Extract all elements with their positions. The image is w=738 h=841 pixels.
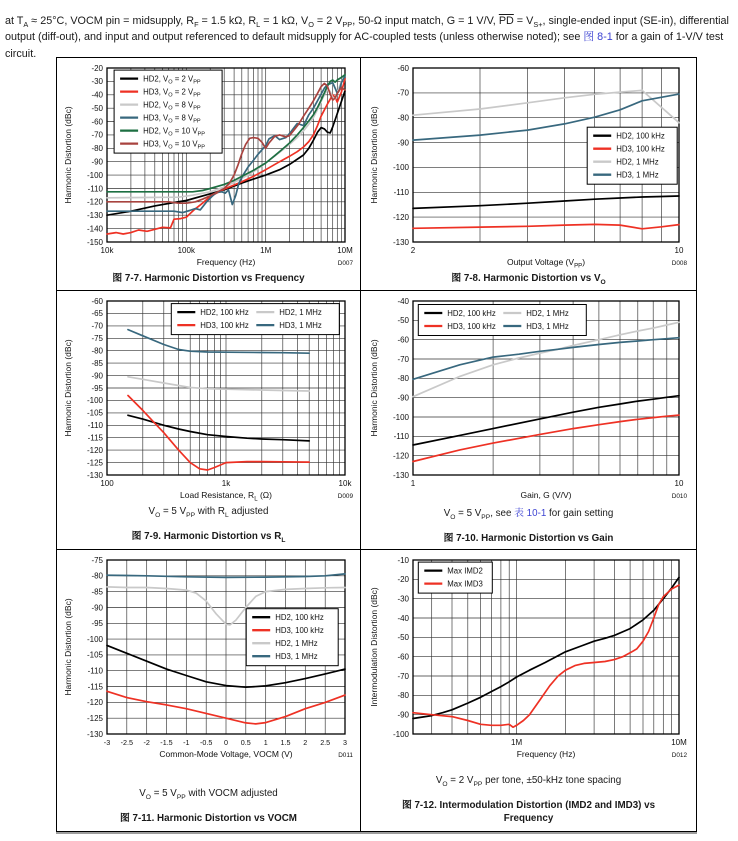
legend-label: HD3, 100 kHz xyxy=(446,321,496,331)
y-axis-title: Harmonic Distortion (dBc) xyxy=(62,598,73,696)
svg-text:-80: -80 xyxy=(90,144,103,154)
x-axis-ticks xyxy=(511,738,687,747)
legend-label: HD2, 100 kHz xyxy=(199,307,249,317)
svg-text:-130: -130 xyxy=(392,470,409,480)
legend-label: HD3, 1 MHz xyxy=(615,170,659,180)
figure-7-10-cell xyxy=(361,291,696,550)
y-axis-title: Harmonic Distortion (dBc) xyxy=(368,106,379,204)
series-red xyxy=(413,585,679,727)
svg-text:-90: -90 xyxy=(90,157,103,167)
svg-text:1M: 1M xyxy=(259,246,271,255)
svg-text:1k: 1k xyxy=(221,479,230,488)
svg-text:-30: -30 xyxy=(90,77,103,87)
svg-text:-110: -110 xyxy=(393,188,409,198)
svg-text:-110: -110 xyxy=(393,432,409,442)
svg-text:-110: -110 xyxy=(87,184,103,194)
svg-text:-90: -90 xyxy=(396,138,409,148)
y-axis-ticks xyxy=(392,297,409,480)
svg-text:-50: -50 xyxy=(90,104,103,113)
legend-label: HD2, $V_O = 2$ $V_{PP}$ xyxy=(142,74,201,86)
svg-text:-125: -125 xyxy=(86,714,103,723)
x-axis-ticks xyxy=(103,738,346,747)
svg-text:-115: -115 xyxy=(87,682,103,692)
svg-text:-100: -100 xyxy=(392,729,409,739)
legend-label: HD2, 1 MHz xyxy=(278,307,322,317)
svg-text:10M: 10M xyxy=(336,246,353,255)
svg-text:-70: -70 xyxy=(90,130,103,140)
svg-text:-80: -80 xyxy=(90,346,103,356)
svg-text:100k: 100k xyxy=(177,246,195,255)
x-axis-title: Frequency (Hz) xyxy=(516,749,575,759)
svg-text:-75: -75 xyxy=(90,334,103,344)
svg-text:-20: -20 xyxy=(396,575,409,585)
series-black xyxy=(128,415,309,441)
series-steel xyxy=(413,338,679,380)
svg-text:-120: -120 xyxy=(392,212,409,222)
series-black xyxy=(413,196,679,208)
svg-text:100: 100 xyxy=(99,479,114,488)
svg-text:-105: -105 xyxy=(86,408,103,418)
y-axis-title: Harmonic Distortion (dBc) xyxy=(62,106,73,204)
figure-caption: 图 7-10. Harmonic Distortion vs Gain xyxy=(443,533,614,544)
chart-harmonic-distortion-vs-gain xyxy=(367,293,691,505)
svg-text:-70: -70 xyxy=(396,354,409,364)
figure-caption: 图 7-12. Intermodulation Distortion (IMD2 and IMD3) vs Frequency xyxy=(401,799,656,824)
svg-text:-80: -80 xyxy=(90,571,103,581)
svg-text:0.5: 0.5 xyxy=(240,738,251,747)
svg-text:-120: -120 xyxy=(86,698,103,708)
legend xyxy=(587,127,677,184)
svg-text:-60: -60 xyxy=(90,117,103,127)
figure-caption-block xyxy=(57,788,360,827)
figure-caption: 图 7-11. Harmonic Distortion vs VOCM xyxy=(120,812,297,824)
y-axis-title: Harmonic Distortion (dBc) xyxy=(62,339,73,437)
svg-text:-150: -150 xyxy=(86,237,103,247)
svg-text:-2: -2 xyxy=(142,738,150,747)
svg-text:-40: -40 xyxy=(396,613,409,623)
svg-text:-95: -95 xyxy=(90,383,103,393)
figure-7-9-cell xyxy=(57,291,361,550)
legend-label: HD3, 1 MHz xyxy=(274,652,318,661)
svg-text:-110: -110 xyxy=(87,421,103,431)
svg-text:-65: -65 xyxy=(90,309,103,319)
figure-caption-block xyxy=(57,272,360,287)
svg-text:10M: 10M xyxy=(670,738,687,747)
legend-label: HD3, 100 kHz xyxy=(199,320,249,330)
figure-7-7-cell xyxy=(57,58,361,291)
figure-condition: $V_O = 5$ $V_{PP}$, see 表 10-1 for gain setting xyxy=(443,508,614,521)
svg-text:-60: -60 xyxy=(396,652,409,662)
x-axis-title: Common-Mode Voltage, VOCM (V) xyxy=(158,749,293,759)
legend xyxy=(418,562,492,593)
y-axis-ticks xyxy=(392,64,409,247)
figure-7-12-cell xyxy=(361,550,696,831)
series-red xyxy=(413,415,679,461)
svg-text:10: 10 xyxy=(674,246,683,255)
svg-text:-30: -30 xyxy=(396,594,409,604)
svg-text:1: 1 xyxy=(263,738,268,747)
figure-condition: $V_O = 2$ $V_{PP}$ per tone, ±50-kHz tone spacing xyxy=(435,774,622,788)
series-lines xyxy=(413,577,679,727)
series-red xyxy=(413,224,679,228)
svg-text:-130: -130 xyxy=(86,470,103,480)
chart-harmonic-distortion-vs-vocm xyxy=(61,552,357,764)
svg-text:-1.5: -1.5 xyxy=(159,738,173,747)
svg-text:-80: -80 xyxy=(396,374,409,384)
legend-label: HD3, 100 kHz xyxy=(274,626,324,635)
svg-text:10: 10 xyxy=(674,479,683,488)
svg-text:-60: -60 xyxy=(90,296,103,306)
svg-text:-95: -95 xyxy=(90,619,103,629)
svg-text:-60: -60 xyxy=(396,335,409,345)
svg-text:-50: -50 xyxy=(396,316,409,326)
svg-text:-125: -125 xyxy=(86,458,103,468)
figure-7-8-cell xyxy=(361,58,696,291)
figure-caption: 图 7-7. Harmonic Distortion vs Frequency xyxy=(112,273,305,284)
legend-label: HD3, 1 MHz xyxy=(278,320,322,330)
legend-label: HD2, 100 kHz xyxy=(615,131,665,141)
chart-harmonic-distortion-vs-frequency xyxy=(61,60,357,272)
svg-text:-70: -70 xyxy=(90,321,103,331)
plot-watermark: D009 xyxy=(337,493,353,500)
svg-text:-100: -100 xyxy=(86,634,103,644)
figures-grid xyxy=(56,57,697,832)
svg-text:-140: -140 xyxy=(86,224,103,234)
plot-watermark: D012 xyxy=(671,752,687,759)
svg-text:-120: -120 xyxy=(86,445,103,455)
svg-text:-85: -85 xyxy=(90,587,103,597)
figure-caption-block xyxy=(361,505,696,547)
figure-condition: $V_O = 5$ $V_{PP}$ with VOCM adjusted xyxy=(139,787,278,801)
legend-label: HD2, 1 MHz xyxy=(615,157,659,167)
y-axis-title: Intermodulation Distortion (dBc) xyxy=(368,587,379,707)
figure-caption: 图 7-9. Harmonic Distortion vs $R_L$ xyxy=(131,530,286,544)
series-lines xyxy=(413,322,679,461)
legend-label: Max IMD2 xyxy=(446,566,483,576)
svg-text:-130: -130 xyxy=(392,237,409,247)
svg-text:3: 3 xyxy=(342,738,347,747)
chart-harmonic-distortion-vs-vo xyxy=(367,60,691,272)
legend-label: HD3, 1 MHz xyxy=(525,321,569,331)
conditions-text: at $T_A \approx 25^\circ C$, VOCM pin = midsupply, $R_F = 1.5$ kΩ, $R_L = 1$ kΩ, $V_O = 2$ $V_{PP}$, 50-Ω input match, G = 1 V/V, $\overline{PD} = V_{S+}$, single-ended input (SE-in), differential output (diff-out), and input and output referenced to default midsupply for AC-coupled tests (unless otherwise noted); see 图 8-1 for a gain of 1-V/V test circuit. xyxy=(5,14,729,60)
svg-text:-100: -100 xyxy=(392,412,409,422)
legend xyxy=(418,305,586,336)
svg-text:1M: 1M xyxy=(510,738,522,747)
y-axis-ticks xyxy=(86,556,103,739)
svg-text:-3: -3 xyxy=(103,738,110,747)
svg-text:-100: -100 xyxy=(86,396,103,406)
x-axis-ticks xyxy=(410,479,683,488)
svg-text:-70: -70 xyxy=(396,671,409,681)
legend-label: HD3, $V_O = 8$ $V_{PP}$ xyxy=(142,113,201,125)
plot-watermark: D007 xyxy=(337,260,353,267)
legend xyxy=(114,70,222,153)
svg-text:-110: -110 xyxy=(87,666,103,676)
series-red xyxy=(128,396,309,471)
svg-text:-40: -40 xyxy=(396,296,409,306)
svg-text:2: 2 xyxy=(410,246,415,255)
svg-text:-100: -100 xyxy=(86,170,103,180)
y-axis-ticks xyxy=(86,64,103,247)
svg-text:0: 0 xyxy=(223,738,228,747)
svg-text:1: 1 xyxy=(410,479,415,488)
legend-label: HD2, 1 MHz xyxy=(525,308,569,318)
doc-link[interactable]: 图 8-1 xyxy=(583,31,613,44)
figure-caption-block xyxy=(361,272,696,287)
chart-harmonic-distortion-vs-rl xyxy=(61,293,357,505)
svg-text:-90: -90 xyxy=(90,603,103,613)
svg-text:10k: 10k xyxy=(100,246,113,255)
x-axis-ticks xyxy=(100,246,353,255)
svg-text:-85: -85 xyxy=(90,358,103,368)
svg-text:-75: -75 xyxy=(90,555,103,565)
svg-text:-70: -70 xyxy=(396,88,409,98)
svg-text:-90: -90 xyxy=(90,371,103,381)
svg-text:-120: -120 xyxy=(392,451,409,461)
svg-text:-130: -130 xyxy=(86,729,103,739)
figure-7-11-cell xyxy=(57,550,361,831)
svg-text:-20: -20 xyxy=(90,63,103,73)
svg-text:-100: -100 xyxy=(392,163,409,173)
legend-label: HD2, 100 kHz xyxy=(446,308,496,318)
svg-text:-90: -90 xyxy=(396,393,409,403)
legend-label: HD2, 1 MHz xyxy=(274,639,318,648)
svg-text:-90: -90 xyxy=(396,710,409,720)
svg-text:1.5: 1.5 xyxy=(280,738,290,747)
svg-text:-120: -120 xyxy=(86,197,103,207)
plot-watermark: D011 xyxy=(337,752,353,759)
figure-caption: 图 7-8. Harmonic Distortion vs $V_O$ xyxy=(451,273,606,286)
legend-label: HD3, 100 kHz xyxy=(615,144,665,154)
y-axis-title: Harmonic Distortion (dBc) xyxy=(368,339,379,437)
svg-text:10k: 10k xyxy=(338,479,351,488)
legend-label: HD3, $V_O = 2$ $V_{PP}$ xyxy=(142,87,201,99)
svg-text:-10: -10 xyxy=(396,555,409,565)
legend-label: HD2, 100 kHz xyxy=(274,613,324,622)
figure-caption-block xyxy=(57,506,360,545)
legend-label: HD2, $V_O = 10$ $V_{PP}$ xyxy=(142,126,205,138)
svg-text:-115: -115 xyxy=(87,433,103,443)
legend-label: Max IMD3 xyxy=(446,579,483,589)
x-axis-ticks xyxy=(100,479,352,488)
svg-text:-1: -1 xyxy=(182,738,190,747)
svg-text:-2.5: -2.5 xyxy=(120,738,133,747)
legend xyxy=(171,304,339,335)
chart-imd-vs-frequency xyxy=(367,552,691,764)
legend-label: HD2, $V_O = 8$ $V_{PP}$ xyxy=(142,100,201,112)
plot-watermark: D010 xyxy=(671,493,687,500)
y-axis-ticks xyxy=(86,297,103,480)
svg-text:2.5: 2.5 xyxy=(319,738,330,747)
svg-text:-105: -105 xyxy=(86,650,103,660)
svg-text:2: 2 xyxy=(302,738,307,747)
plot-watermark: D008 xyxy=(671,260,687,267)
figure-caption-block xyxy=(361,775,696,827)
series-black xyxy=(413,396,679,445)
y-axis-ticks xyxy=(392,556,409,739)
svg-text:-40: -40 xyxy=(90,90,103,100)
x-axis-title: Load Resistance, $R_L$ (Ω) xyxy=(179,490,272,503)
svg-text:-0.5: -0.5 xyxy=(199,738,212,747)
x-axis-ticks xyxy=(410,246,683,255)
series-gray xyxy=(128,377,309,391)
x-axis-title: Output Voltage $(V_{PP})$ xyxy=(506,257,585,270)
x-axis-title: Frequency (Hz) xyxy=(196,257,255,267)
x-axis-title: Gain, G (V/V) xyxy=(519,490,572,500)
legend-label: HD3, $V_O = 10$ $V_{PP}$ xyxy=(142,139,205,151)
svg-text:-80: -80 xyxy=(396,691,409,701)
figure-condition: $V_O = 5$ $V_{PP}$ with $R_L$ adjusted xyxy=(148,505,269,519)
svg-text:-80: -80 xyxy=(396,113,409,123)
svg-text:-50: -50 xyxy=(396,633,409,643)
svg-text:-60: -60 xyxy=(396,63,409,73)
doc-link[interactable]: 表 10-1 xyxy=(514,508,547,519)
svg-text:-130: -130 xyxy=(86,211,103,220)
legend xyxy=(246,609,338,666)
